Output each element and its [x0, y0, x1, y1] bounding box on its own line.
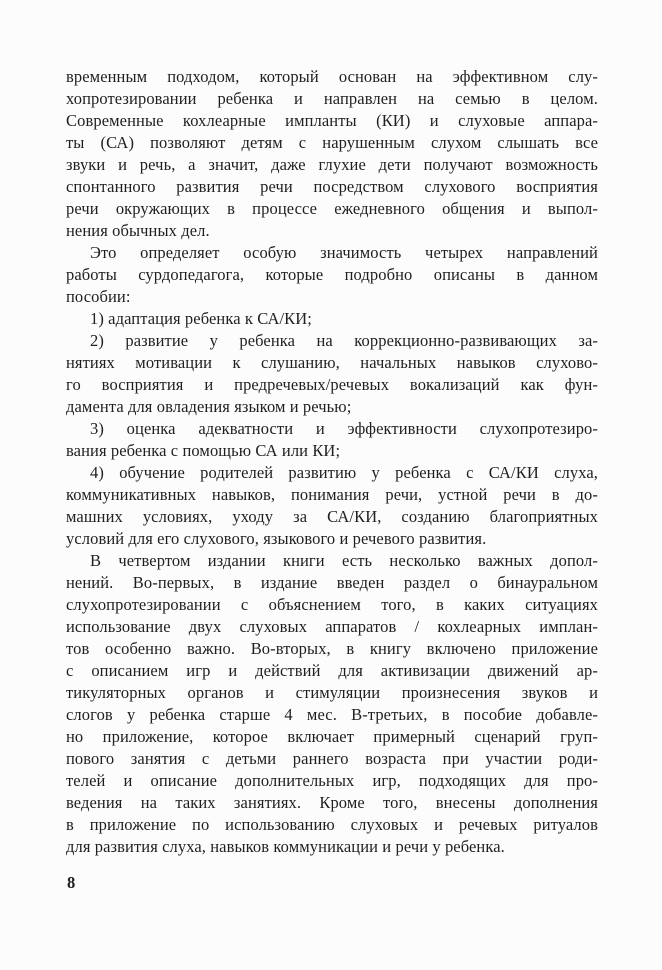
text-line: машних условиях, уходу за СА/КИ, созданию благоприятных [66, 507, 598, 526]
text-line: для развития слуха, навыков коммуникации и речи у ребенка. [66, 837, 505, 856]
text-line: но приложение, которое включает примерный сценарий груп- [66, 727, 598, 746]
paragraph [66, 66, 598, 242]
text-line: нятиях мотивации к слушанию, начальных навыков слухово- [66, 353, 598, 372]
text-line: го восприятия и предречевых/речевых вокализаций как фун- [66, 375, 598, 394]
page-number: 8 [67, 873, 76, 892]
text-line: тикуляторных органов и стимуляции произнесения звуков и [66, 683, 598, 702]
text-line: 4) обучение родителей развитию у ребенка с СА/КИ слуха, [90, 463, 598, 482]
text-line: телей и описание дополнительных игр, подходящих для про- [66, 771, 598, 790]
paragraph [66, 308, 598, 330]
text-line: пособии: [66, 287, 131, 306]
text-line: В четвертом издании книги есть несколько важных допол- [90, 551, 598, 570]
paragraph [66, 462, 598, 550]
text-line: использование двух слуховых аппаратов / кохлеарных имплан- [66, 617, 598, 636]
text-line: условий для его слухового, языкового и речевого развития. [66, 529, 487, 548]
text-line: нения обычных дел. [66, 221, 210, 240]
text-line: Современные кохлеарные импланты (КИ) и слуховые аппара- [66, 111, 598, 130]
paragraph [66, 418, 598, 462]
text-line: нений. Во-первых, в издание введен раздел о бинауральном [66, 573, 598, 592]
text-line: в приложение по использованию слуховых и речевых ритуалов [66, 815, 598, 834]
text-line: коммуникативных навыков, понимания речи, устной речи в до- [66, 485, 598, 504]
text-line: 1) адаптация ребенка к СА/КИ; [90, 309, 312, 328]
text-line: ведения на таких занятиях. Кроме того, внесены дополнения [66, 793, 598, 812]
paragraph [66, 550, 598, 858]
text-line: работы сурдопедагога, которые подробно описаны в данном [66, 265, 598, 284]
text-line: речи окружающих в процессе ежедневного общения и выпол- [66, 199, 598, 218]
paragraph [66, 242, 598, 308]
text-line: с описанием игр и действий для активизации движений ар- [66, 661, 598, 680]
text-line: временным подходом, который основан на эффективном слу- [66, 67, 598, 86]
text-line: хопротезировании ребенка и направлен на семью в целом. [66, 89, 598, 108]
text-line: дамента для овладения языком и речью; [66, 397, 352, 416]
text-line: 3) оценка адекватности и эффективности слухопротезиро- [90, 419, 598, 438]
text-line: ты (СА) позволяют детям с нарушенным слухом слышать все [66, 133, 598, 152]
text-line: вания ребенка с помощью СА или КИ; [66, 441, 341, 460]
page-body [66, 66, 598, 858]
text-line: 2) развитие у ребенка на коррекционно-развивающих за- [90, 331, 598, 350]
text-line: тов особенно важно. Во-вторых, в книгу включено приложение [66, 639, 598, 658]
text-line: слогов у ребенка старше 4 мес. В-третьих, в пособие добавле- [66, 705, 598, 724]
text-line: звуки и речь, а значит, даже глухие дети получают возможность [66, 155, 598, 174]
text-line: спонтанного развития речи посредством слухового восприятия [66, 177, 598, 196]
text-line: пового занятия с детьми раннего возраста при участии роди- [66, 749, 598, 768]
paragraph [66, 330, 598, 418]
text-line: слухопротезировании с объяснением того, в каких ситуациях [66, 595, 598, 614]
text-line: Это определяет особую значимость четырех направлений [90, 243, 598, 262]
